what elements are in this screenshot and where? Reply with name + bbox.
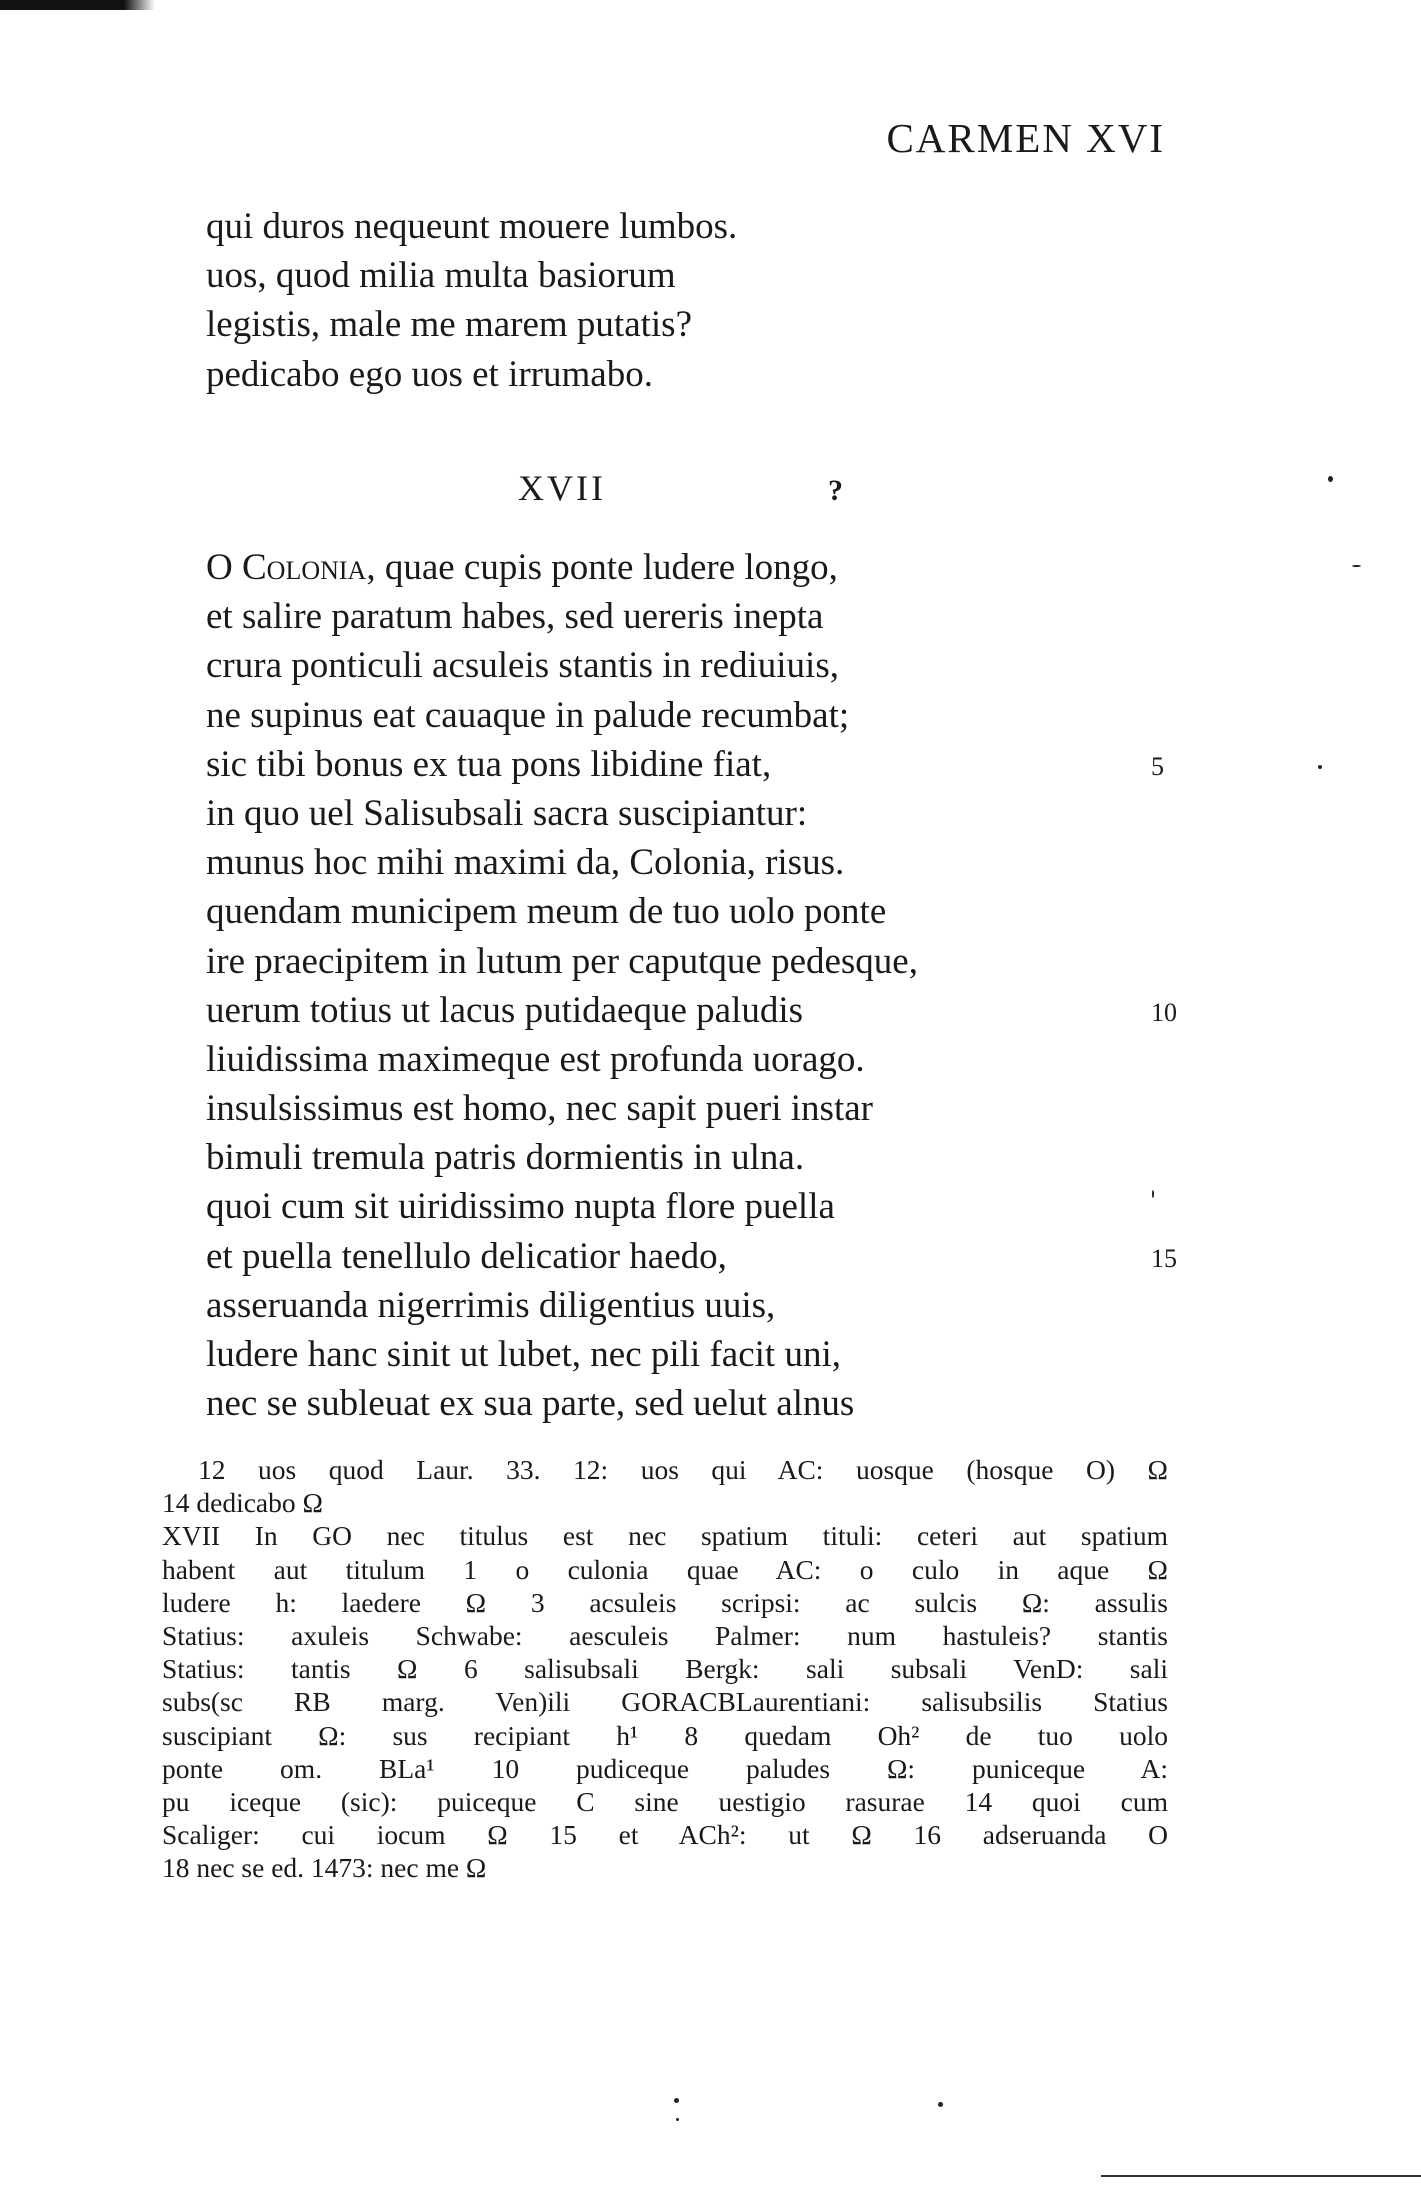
- line-number: 10: [1151, 997, 1177, 1027]
- verse-line: munus hoc mihi maximi da, Colonia, risus.: [206, 842, 845, 884]
- apparatus-line: habent aut titulum 1 o culonia quae AC: o culo in aque Ω: [162, 1553, 1168, 1585]
- verse-line: crura ponticuli acsuleis stantis in rediuiuis,: [206, 645, 839, 687]
- apparatus-line: Statius: tantis Ω 6 salisubsali Bergk: sali subsali VenD: sali: [162, 1653, 1168, 1685]
- apparatus-line: 12 uos quod Laur. 33. 12: uos qui AC: uosque (hosque O) Ω: [198, 1454, 1168, 1485]
- apparatus-line: XVII In GO nec titulus est nec spatium tituli: ceteri aut spatium: [162, 1520, 1168, 1552]
- apparatus-line: Scaliger: cui iocum Ω 15 et ACh²: ut Ω 16 adseruanda O: [162, 1819, 1168, 1851]
- apparatus-line: 18 nec se ed. 1473: nec me Ω: [162, 1852, 487, 1884]
- poem-mark: ?: [827, 474, 846, 507]
- apparatus-line: ponte om. BLa¹ 10 pudiceque paludes Ω: puniceque A:: [162, 1752, 1168, 1784]
- verse-line: asseruanda nigerrimis diligentius uuis,: [206, 1284, 776, 1326]
- poem-number: XVII: [518, 468, 606, 508]
- verse-line: bimuli tremula patris dormientis in ulna.: [206, 1137, 805, 1179]
- verse-line: qui duros nequeunt mouere lumbos.: [206, 206, 738, 247]
- verse-line: nec se subleuat ex sua parte, sed uelut alnus: [206, 1383, 855, 1425]
- scan-speck: [1328, 476, 1333, 482]
- apparatus-line: 14 dedicabo Ω: [162, 1487, 323, 1519]
- verse-line-opening: [206, 543, 918, 592]
- poem-heading: [518, 470, 846, 506]
- carmen-xvii: [206, 543, 1177, 1428]
- verse-line: insulsissimus est homo, nec sapit pueri instar: [206, 1088, 873, 1130]
- verse-line: quendam municipem meum de tuo uolo ponte: [206, 891, 887, 933]
- apparatus-line: suscipiant Ω: sus recipiant h¹ 8 quedam Oh² de tuo uolo: [162, 1719, 1168, 1751]
- scan-speck: [1152, 1190, 1154, 1198]
- scan-speck: [1318, 765, 1322, 769]
- scan-speck: [674, 2098, 679, 2103]
- opening-rest: , quae cupis ponte ludere longo,: [366, 547, 838, 588]
- verse-line: quoi cum sit uiridissimo nupta flore puella: [206, 1186, 835, 1228]
- verse-line: legistis, male me marem putatis?: [206, 304, 693, 346]
- verse-line: et salire paratum habes, sed uereris inepta: [206, 596, 824, 638]
- verse-line: in quo uel Salisubsali sacra suscipiantur:: [206, 792, 808, 834]
- line-number: 15: [1151, 1243, 1177, 1273]
- verse-line: ludere hanc sinit ut lubet, nec pili facit uni,: [206, 1334, 841, 1375]
- scan-speck: [938, 2102, 943, 2107]
- apparatus-line: subs(sc RB marg. Ven)ili GORACBLaurentiani: salisubsilis Statius: [162, 1686, 1168, 1718]
- verse-line: uerum totius ut lacus putidaeque paludis 10: [206, 986, 918, 1035]
- opening-letter: O: [206, 547, 242, 588]
- verse-line: liuidissima maximeque est profunda uorago.: [206, 1038, 865, 1080]
- scan-speck: [1352, 565, 1361, 567]
- verse-line: sic tibi bonus ex tua pons libidine fiat, 5: [206, 740, 918, 789]
- carmen-xvi-ending: [206, 202, 737, 399]
- critical-apparatus: [162, 1453, 1168, 1884]
- verse-line: ire praecipitem in lutum per caputque pedesque,: [206, 940, 918, 982]
- opening-smallcaps: Colonia: [241, 547, 367, 588]
- scan-speck: [676, 2118, 679, 2121]
- scan-edge-mark: [0, 0, 155, 10]
- scan-edge-rule: [1101, 2175, 1421, 2177]
- verse-line: uos, quod milia multa basiorum: [206, 255, 676, 297]
- apparatus-line: pu iceque (sic): puiceque C sine uestigio rasurae 14 quoi cum: [162, 1785, 1168, 1817]
- apparatus-line: Statius: axuleis Schwabe: aesculeis Palmer: num hastuleis? stantis: [162, 1619, 1168, 1651]
- verse-line: ne supinus eat cauaque in palude recumbat;: [206, 694, 850, 736]
- verse-line: et puella tenellulo delicatior haedo, 15: [206, 1232, 918, 1281]
- apparatus-line: ludere h: laedere Ω 3 acsuleis scripsi: ac sulcis Ω: assulis: [162, 1586, 1168, 1618]
- running-head: CARMEN XVI: [886, 115, 1165, 161]
- line-number: 5: [1151, 751, 1164, 781]
- verse-line: pedicabo ego uos et irrumabo.: [206, 353, 653, 395]
